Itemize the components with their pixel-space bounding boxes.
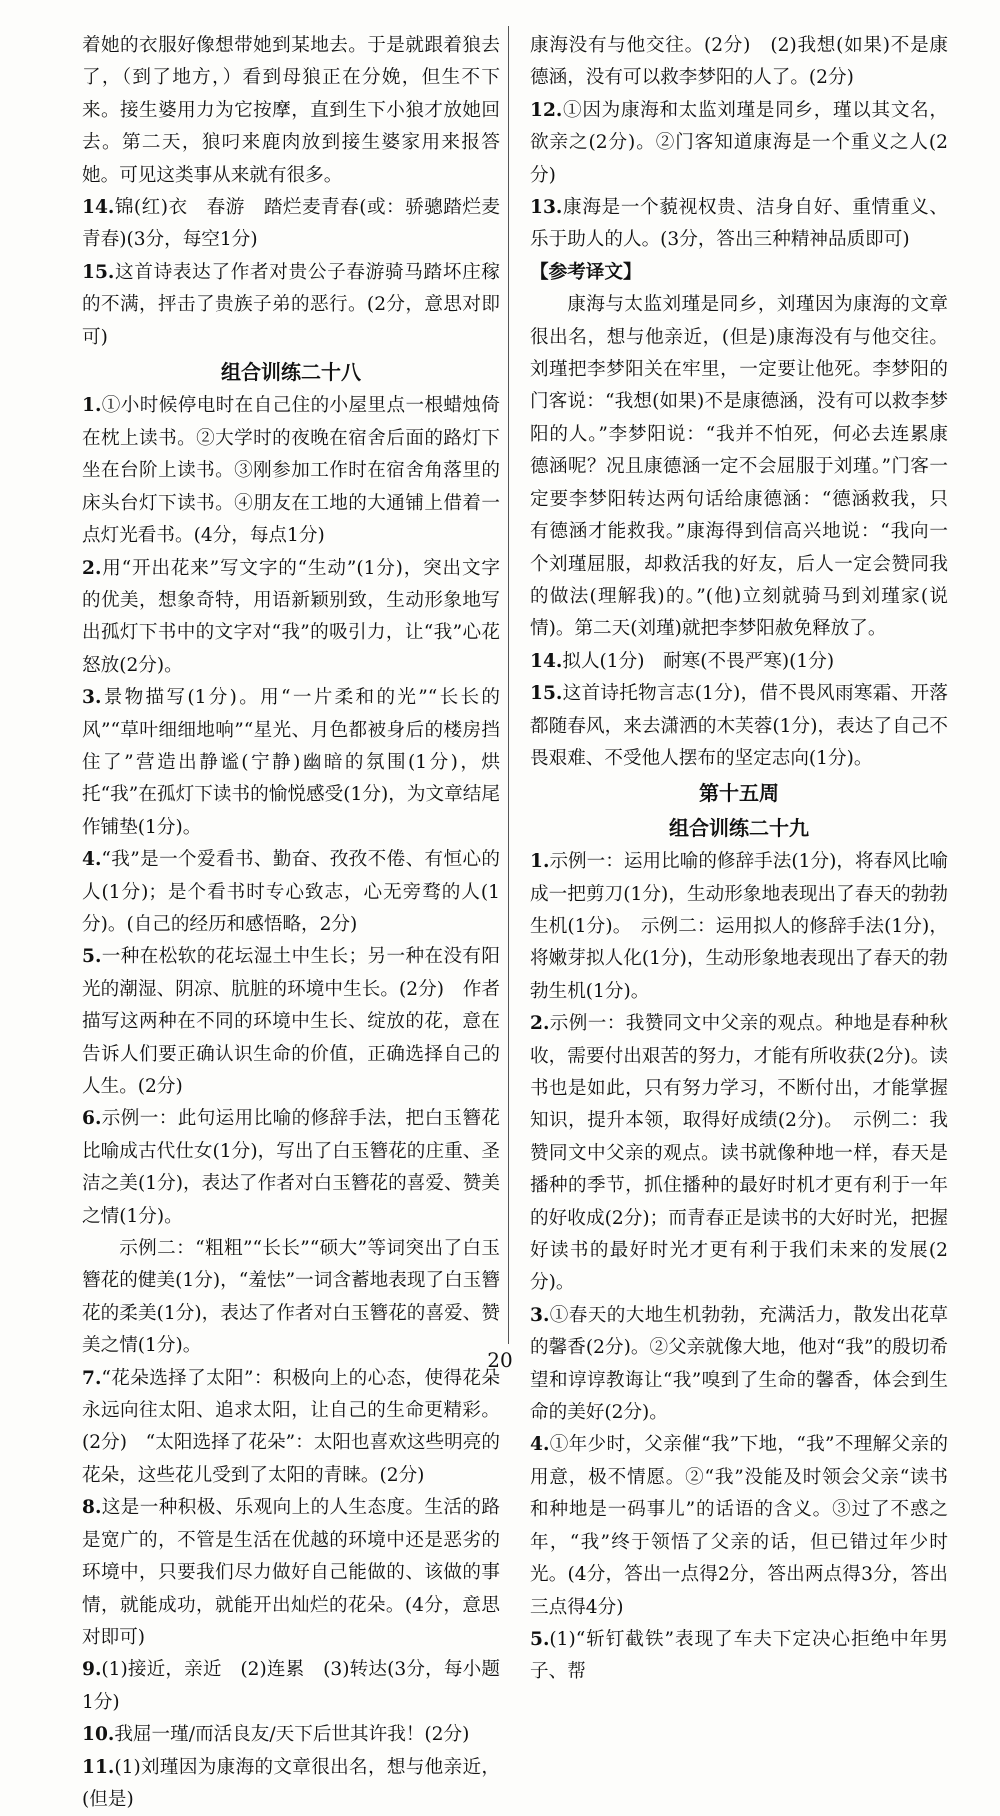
answer-text: “花朵选择了太阳”：积极向上的心态，使得花朵永远向往太阳、追求太阳，让自己的生命更精彩。(2分) “太阳选择了花朵”：太阳也喜欢这些明亮的花朵，这些花儿受到了太阳的青睐。(2分) (82, 1367, 500, 1486)
question-number: 15. (530, 683, 563, 705)
question-number: 2. (530, 1013, 550, 1035)
question-number: 4. (82, 849, 102, 871)
answer-item (530, 1429, 948, 1623)
question-number: 4. (530, 1434, 550, 1456)
answer-text: 康海是一个藐视权贵、洁身自好、重情重义、乐于助人的人。(3分，答出三种精神品质即可) (530, 197, 948, 251)
reference-translation-heading: 【参考译文】 (530, 261, 642, 283)
question-number: 5. (530, 1628, 550, 1650)
question-number: 10. (82, 1724, 115, 1746)
answer-text: “我”是一个爱看书、勤奋、孜孜不倦、有恒心的人(1分)；是个看书时专心致志，心无旁骛的人(1分)。(自己的经历和感悟略，2分) (82, 849, 500, 935)
question-number: 3. (82, 687, 102, 709)
answer-item (530, 846, 948, 1008)
answer-item (530, 1008, 948, 1300)
answer-item (82, 682, 500, 844)
answer-text: 示例一：运用比喻的修辞手法(1分)，将春风比喻成一把剪刀(1分)，生动形象地表现出了春天的勃勃生机(1分)。 示例二：运用拟人的修辞手法(1分)，将嫩芽拟人化(1分)，生动形象地表现出了春天的勃勃生机(1分)。 (530, 851, 948, 1002)
question-number: 11. (82, 1756, 115, 1778)
answer-item (530, 95, 948, 192)
answer-item (82, 1752, 500, 1816)
answer-text: (1)“斩钉截铁”表现了车夫下定决心拒绝中年男子、帮 (530, 1628, 948, 1683)
answer-item (82, 553, 500, 683)
section-heading: 组合训练二十八 (221, 360, 361, 385)
question-number: 12. (530, 99, 563, 121)
right-column (530, 30, 948, 1689)
answer-paragraph: 康海与太监刘瑾是同乡，刘瑾因为康海的文章很出名，想与他亲近，(但是)康海没有与他交往。刘瑾把李梦阳关在牢里，一定要让他死。李梦阳的门客说：“我想(如果)不是康德涵，没有可以救李梦阳的人。”李梦阳说：“我并不怕死，何必去连累康德涵呢？况且康德涵一定不会屈服于刘瑾。”门客一定要李梦阳转达两句话给康德涵：“德涵救我，只有德涵才能救我。”康海得到信高兴地说：“我向一个刘瑾屈服，却救活我的好友，后人一定会赞同我的做法(理解我)的。”(他)立刻就骑马到刘瑾家(说情)。第二天(刘瑾)就把李梦阳赦免释放了。 (530, 294, 948, 640)
answer-item (82, 1492, 500, 1654)
question-number: 1. (530, 851, 550, 873)
question-number: 8. (82, 1497, 102, 1519)
question-number: 5. (82, 946, 102, 968)
question-number: 14. (530, 650, 563, 672)
answer-item (82, 844, 500, 941)
answer-text: 这首诗表达了作者对贵公子春游骑马踏坏庄稼的不满，抨击了贵族子弟的恶行。(2分，意思对即可) (82, 261, 500, 348)
answer-item (530, 192, 948, 257)
answer-text: 景物描写(1分)。用“一片柔和的光”“长长的风”“草叶细细地响”“星光、月色都被身后的楼房挡住了”营造出静谧(宁静)幽暗的氛围(1分)，烘托“我”在孤灯下读书的愉悦感受(1分)，为文章结尾作铺垫(1分)。 (82, 687, 500, 838)
answer-text: 用“开出花来”写文字的“生动”(1分)，突出文字的优美，想象奇特，用语新颖别致，生动形象地写出孤灯下书中的文字对“我”的吸引力，让“我”心花怒放(2分)。 (82, 557, 500, 676)
answer-text: 这首诗托物言志(1分)，借不畏风雨寒霜、开落都随春风，来去潇洒的木芙蓉(1分)，表达了自己不畏艰难、不受他人摆布的坚定志向(1分)。 (530, 683, 948, 769)
question-number: 1. (82, 395, 102, 417)
answer-text: 一种在松软的花坛湿土中生长；另一种在没有阳光的潮湿、阴凉、肮脏的环境中生长。(2分) 作者描写这两种在不同的环境中生长、绽放的花，意在告诉人们要正确认识生命的价值，正确选择自己的人生。(2分) (82, 946, 500, 1097)
answer-item (82, 1719, 500, 1751)
answer-text: ①因为康海和太监刘瑾是同乡，瑾以其文名，欲亲之(2分)。②门客知道康海是一个重义之人(2分) (530, 99, 948, 186)
answer-item (530, 1624, 948, 1689)
answer-text: 示例一：我赞同文中父亲的观点。种地是春种秋收，需要付出艰苦的努力，才能有所收获(2分)。读书也是如此，只有努力学习，不断付出，才能掌握知识，提升本领，取得好成绩(2分)。 示例二：我赞同文中父亲的观点。读书就像种地一样，春天是播种的季节，抓住播种的最好时机才更有利于一年的好收成(2分)；而青春正是读书的大好时光，把握好读书的最好时光才更有利于我们未来的发展(2分)。 (530, 1013, 948, 1294)
question-number: 7. (82, 1367, 102, 1389)
answer-text: 我屈一瑾/而活良友/天下后世其许我！(2分) (114, 1724, 470, 1746)
answer-item (82, 941, 500, 1103)
answer-item (82, 1363, 500, 1493)
page-number: 20 (487, 1348, 513, 1372)
answer-paragraph: 康海没有与他交往。(2分) (2)我想(如果)不是康德涵，没有可以救李梦阳的人了。(2分) (530, 35, 948, 89)
answer-paragraph: 着她的衣服好像想带她到某地去。于是就跟着狼去了，（到了地方，）看到母狼正在分娩，但生不下来。接生婆用力为它按摩，直到生下小狼才放她回去。第二天，狼叼来鹿肉放到接生婆家用来报答她。可见这类事从来就有很多。 (82, 35, 500, 186)
section-heading: 组合训练二十九 (669, 815, 809, 840)
question-number: 9. (82, 1659, 102, 1681)
answer-item (530, 678, 948, 775)
question-number: 2. (82, 557, 102, 579)
answer-text: (1)刘瑾因为康海的文章很出名，想与他亲近，(但是) (82, 1756, 500, 1810)
answer-item (82, 1654, 500, 1719)
answer-text: ①小时候停电时在自己住的小屋里点一根蜡烛倚在枕上读书。②大学时的夜晚在宿舍后面的路灯下坐在台阶上读书。③刚参加工作时在宿舍角落里的床头台灯下读书。④朋友在工地的大通铺上借着一点灯光看书。(4分，每点1分) (82, 395, 500, 547)
question-number: 15. (82, 261, 115, 283)
section-heading: 第十五周 (699, 781, 779, 806)
column-divider (508, 26, 509, 1344)
answer-item (82, 192, 500, 257)
answer-item (82, 1103, 500, 1233)
answer-text: (1)接近，亲近 (2)连累 (3)转达(3分，每小题1分) (82, 1659, 500, 1713)
answer-item (530, 646, 948, 678)
answer-text: 拟人(1分) 耐寒(不畏严寒)(1分) (562, 650, 835, 672)
answer-text: 锦(红)衣 春游 踏烂麦青春(或：骄骢踏烂麦青春)(3分，每空1分) (82, 197, 500, 251)
answer-text: ①春天的大地生机勃勃，充满活力，散发出花草的馨香(2分)。②父亲就像大地，他对“我”的殷切希望和谆谆教诲让“我”嗅到了生命的馨香，体会到生命的美好(2分)。 (530, 1304, 948, 1424)
answer-text: 示例一：此句运用比喻的修辞手法，把白玉簪花比喻成古代仕女(1分)，写出了白玉簪花的庄重、圣洁之美(1分)，表达了作者对白玉簪花的喜爱、赞美之情(1分)。 (82, 1108, 500, 1227)
answer-text: 这是一种积极、乐观向上的人生态度。生活的路是宽广的，不管是生活在优越的环境中还是恶劣的环境中，只要我们尽力做好自己能做的、该做的事情，就能成功，就能开出灿烂的花朵。(4分，意思对即可) (82, 1497, 500, 1648)
question-number: 13. (530, 197, 563, 219)
question-number: 14. (82, 197, 115, 219)
question-number: 3. (530, 1304, 550, 1326)
left-column (82, 30, 500, 1816)
answer-text: ①年少时，父亲催“我”下地，“我”不理解父亲的用意，极不情愿。②“我”没能及时领会父亲“读书和种地是一码事儿”的话语的含义。③过了不惑之年，“我”终于领悟了父亲的话，但已错过年少时光。(4分，答出一点得2分，答出两点得3分，答出三点得4分) (530, 1434, 948, 1618)
answer-paragraph: 示例二：“粗粗”“长长”“硕大”等词突出了白玉簪花的健美(1分)，“羞怯”一词含蓄地表现了白玉簪花的柔美(1分)，表达了作者对白玉簪花的喜爱、赞美之情(1分)。 (82, 1238, 500, 1357)
answer-item (82, 257, 500, 354)
question-number: 6. (82, 1108, 102, 1130)
answer-item (82, 390, 500, 552)
